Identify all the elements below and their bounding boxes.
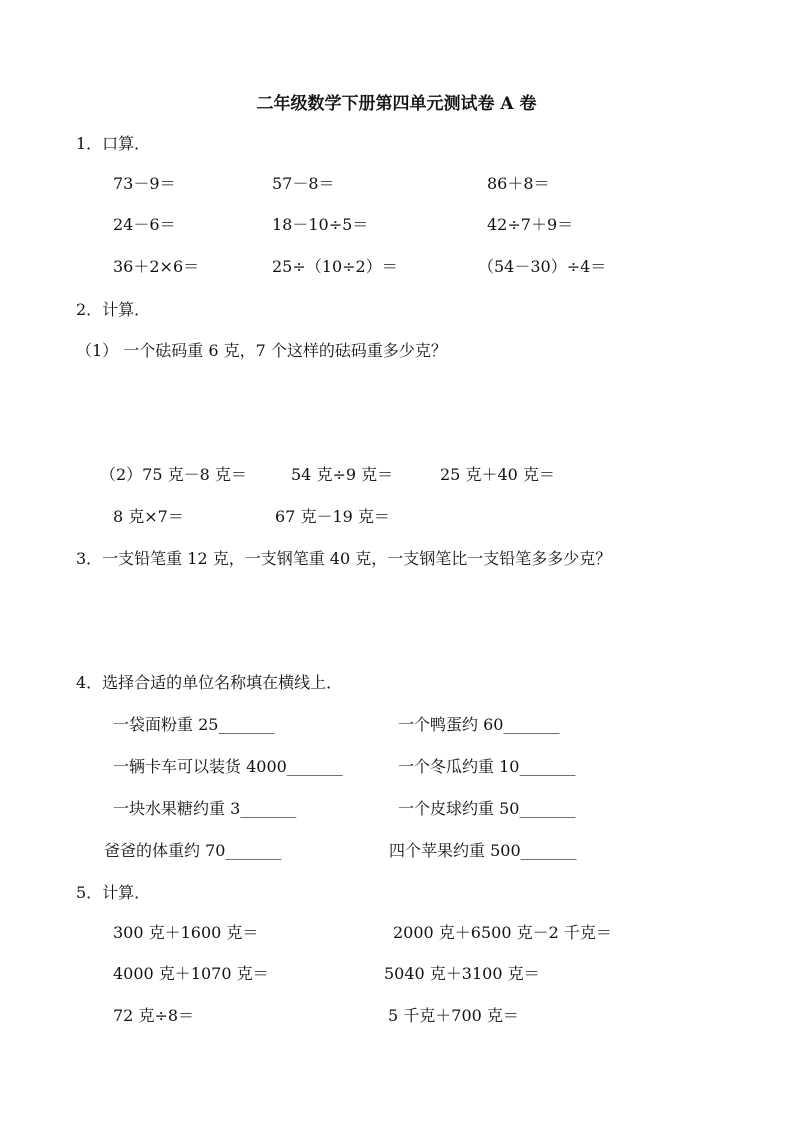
q2-part1: （1） 一个砝码重 6 克，7 个这样的砝码重多少克？ bbox=[76, 341, 447, 360]
q1-expr-2-1: 24－6＝ bbox=[113, 215, 176, 234]
q4-item-2: 一个鸭蛋约 60_______ bbox=[398, 715, 560, 734]
q1-heading: 1．口算． bbox=[76, 134, 151, 153]
q1-expr-3-3: （54－30）÷4＝ bbox=[478, 257, 607, 276]
q5-expr-3: 4000 克＋1070 克＝ bbox=[113, 964, 269, 983]
q1-expr-1-3: 86＋8＝ bbox=[487, 174, 550, 193]
q2-part2-expr-2: 54 克÷9 克＝ bbox=[291, 465, 394, 484]
page-title: 二年级数学下册第四单元测试卷 A 卷 bbox=[256, 94, 537, 114]
q5-expr-6: 5 千克＋700 克＝ bbox=[388, 1006, 519, 1025]
q2-heading: 2．计算． bbox=[76, 300, 151, 319]
q1-expr-3-2: 25÷（10÷2）＝ bbox=[272, 257, 398, 276]
q4-item-5: 一块水果糖约重 3_______ bbox=[113, 799, 297, 818]
q4-item-7: 爸爸的体重约 70_______ bbox=[104, 841, 282, 860]
q4-item-3: 一辆卡车可以装货 4000_______ bbox=[113, 757, 343, 776]
q2-part2-expr-3: 25 克＋40 克＝ bbox=[440, 465, 555, 484]
q5-heading: 5．计算． bbox=[76, 883, 151, 902]
q1-expr-2-2: 18－10÷5＝ bbox=[272, 215, 369, 234]
q1-expr-1-2: 57－8＝ bbox=[272, 174, 335, 193]
q1-expr-1-1: 73－9＝ bbox=[113, 174, 176, 193]
q5-expr-1: 300 克＋1600 克＝ bbox=[113, 923, 259, 942]
q2-part2-expr-1: （2）75 克－8 克＝ bbox=[100, 465, 247, 484]
q4-item-4: 一个冬瓜约重 10_______ bbox=[398, 757, 576, 776]
q3-text: 3．一支铅笔重 12 克，一支钢笔重 40 克，一支钢笔比一支铅笔多多少克？ bbox=[76, 549, 612, 568]
q4-item-1: 一袋面粉重 25_______ bbox=[113, 715, 275, 734]
q1-expr-2-3: 42÷7＋9＝ bbox=[487, 215, 574, 234]
q4-item-6: 一个皮球约重 50_______ bbox=[398, 799, 576, 818]
q5-expr-5: 72 克÷8＝ bbox=[113, 1006, 195, 1025]
q2-part2-expr-4: 8 克×7＝ bbox=[113, 507, 184, 526]
q5-expr-2: 2000 克＋6500 克－2 千克＝ bbox=[393, 923, 612, 942]
q2-part2-expr-5: 67 克－19 克＝ bbox=[275, 507, 390, 526]
q1-expr-3-1: 36＋2×6＝ bbox=[113, 257, 200, 276]
q4-heading: 4．选择合适的单位名称填在横线上． bbox=[76, 673, 343, 692]
q5-expr-4: 5040 克＋3100 克＝ bbox=[384, 964, 540, 983]
q4-item-8: 四个苹果约重 500_______ bbox=[389, 841, 577, 860]
